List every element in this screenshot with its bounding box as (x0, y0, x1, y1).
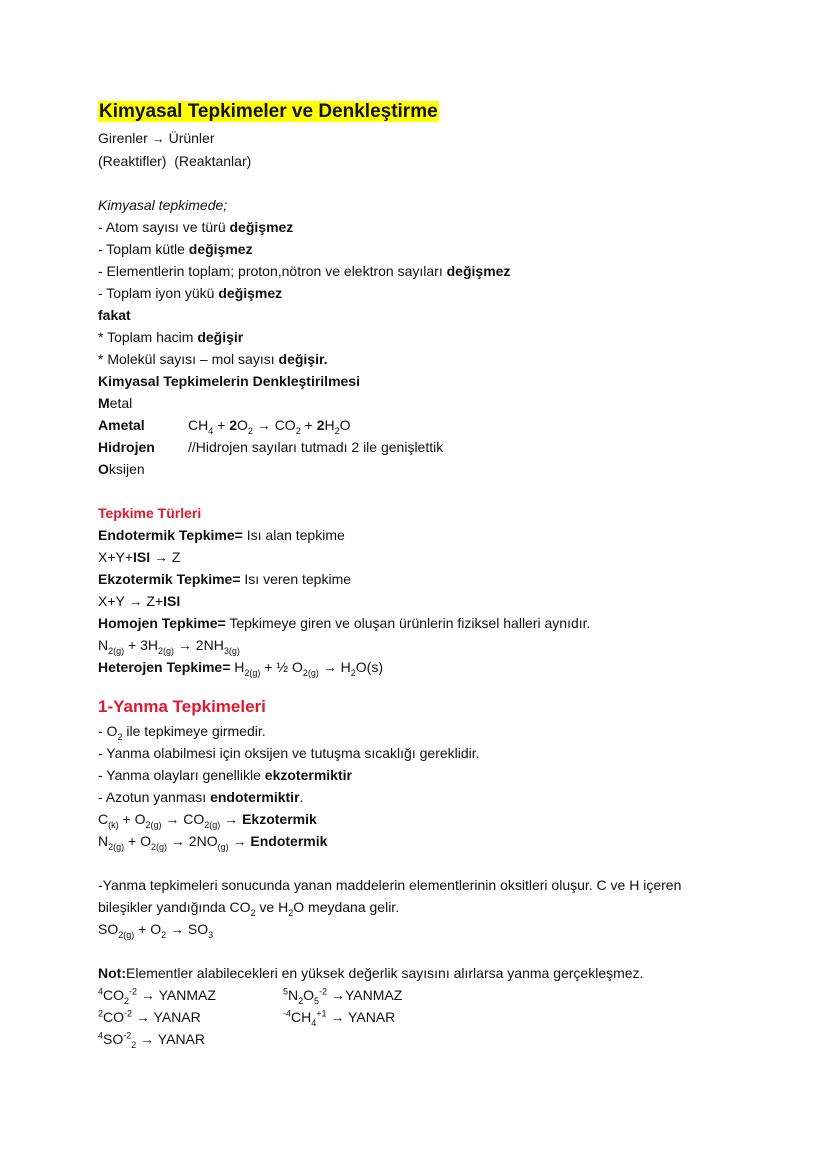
combustion-line: - $O_2$ ile tepkimeye girmedir. (98, 723, 266, 742)
homo-equation: $N_{2(g)} + 3H_{2(g)} \to 2NH_{3(g)}$ (98, 637, 240, 656)
example-so2: $^4SO^{-2}_2$ → YANAR (98, 1030, 206, 1050)
combustion-equation-3: $SO_{2(g)} + O_2 \to SO_3$ (98, 921, 214, 940)
combustion-heading: 1-Yanma Tepkimeleri (98, 697, 266, 716)
title-highlight: Kimyasal Tepkimeler ve Denkleştirme (99, 101, 438, 122)
combustion-line: - Yanma olayları genellikle ekzotermiktir (98, 767, 352, 783)
intro-row-2: (Reaktifler) (Reaktanlar) (98, 153, 252, 169)
rule-item: - Toplam kütle değişmez (98, 241, 253, 257)
mahonew-oksijen: Oksijen (98, 461, 145, 477)
rule-item: - Atom sayısı ve türü değişmez (98, 219, 294, 235)
example-co2: $^4CO_2^{-2}$ → YANMAZ (98, 986, 216, 1006)
mahonew-metal: Metal (98, 395, 133, 411)
combustion-equation-1: $C_{(k)} + O_{2(g)} \to CO_{2(g)}$ → Ekzotermik (98, 811, 317, 830)
rule-item: - Toplam iyon yükü değişmez (98, 285, 283, 301)
note-examples-row-1 (98, 984, 778, 1006)
types-heading: Tepkime Türleri (98, 505, 202, 521)
rule-item: - Elementlerin toplam; proton,nötron ve elektron sayıları değişmez (98, 263, 511, 279)
combustion-line: - Azotun yanması endotermiktir. (98, 789, 304, 805)
endo-equation: X+Y+ISI → Z (98, 549, 181, 565)
balancing-equation: $CH_4 + 2O_2 \to CO_2 + 2H_2O$ (188, 417, 351, 436)
example-co: $^2CO^{-2}$ → YANAR (98, 1008, 201, 1025)
rules-heading: Kimyasal tepkimede; (98, 197, 228, 213)
change-item: * Molekül sayısı – mol sayısı değişir. (98, 351, 328, 367)
fakat-label: fakat (98, 307, 131, 323)
page-title (98, 100, 439, 124)
endo-definition: Endotermik Tepkime= Isı alan tepkime (98, 527, 345, 543)
note-line: Not:Elementler alabilecekleri en yüksek değerlik sayısını alırlarsa yanma gerçekleşmez. (98, 965, 644, 981)
combustion-paragraph: -Yanma tepkimeleri sonucunda yanan maddelerin elementlerinin oksitleri oluşur. C ve H içeren bileşikler yandığında $CO_2$ ve $H_2O$ meydana gelir. (98, 877, 682, 918)
exo-definition: Ekzotermik Tepkime= Isı veren tepkime (98, 571, 352, 587)
balancing-note: //Hidrojen sayıları tutmadı 2 ile genişlettik (188, 439, 444, 455)
change-item: * Toplam hacim değişir (98, 329, 244, 345)
combustion-line: - Yanma olabilmesi için oksijen ve tutuşma sıcaklığı gereklidir. (98, 745, 480, 761)
balancing-heading: Kimyasal Tepkimelerin Denkleştirilmesi (98, 373, 360, 389)
combustion-equation-2: $N_{2(g)} + O_{2(g)} \to 2NO_{(g)}$ → Endotermik (98, 833, 328, 852)
intro-row-1: Girenler → Ürünler (98, 130, 215, 146)
note-examples-row-2 (98, 1006, 778, 1028)
mahonew-hidrojen: Hidrojen //Hidrojen sayıları tutmadı 2 ile genişlettik (98, 439, 444, 455)
arrow-icon: → (151, 131, 165, 146)
example-n2o5: $^5N_2O_5^{-2}$ →YANMAZ (283, 986, 403, 1006)
mahonew-ametal: Ametal $CH_4 + 2O_2 \to CO_2 + 2H_2O$ (98, 417, 351, 436)
note-examples-row-3 (98, 1028, 778, 1050)
document-page (98, 100, 778, 1050)
homo-definition: Homojen Tepkime= Tepkimeye giren ve oluşan ürünlerin fiziksel halleri aynıdır. (98, 615, 591, 631)
exo-equation: X+Y → Z+ISI (98, 593, 181, 609)
example-ch4: $^{-4}CH_4^{+1}$ → YANAR (283, 1008, 396, 1028)
hetero-definition: Heterojen Tepkime= $H_{2(g)}$ + ½ $O_{2(g)} \to H_2O(s)$ (98, 659, 383, 678)
